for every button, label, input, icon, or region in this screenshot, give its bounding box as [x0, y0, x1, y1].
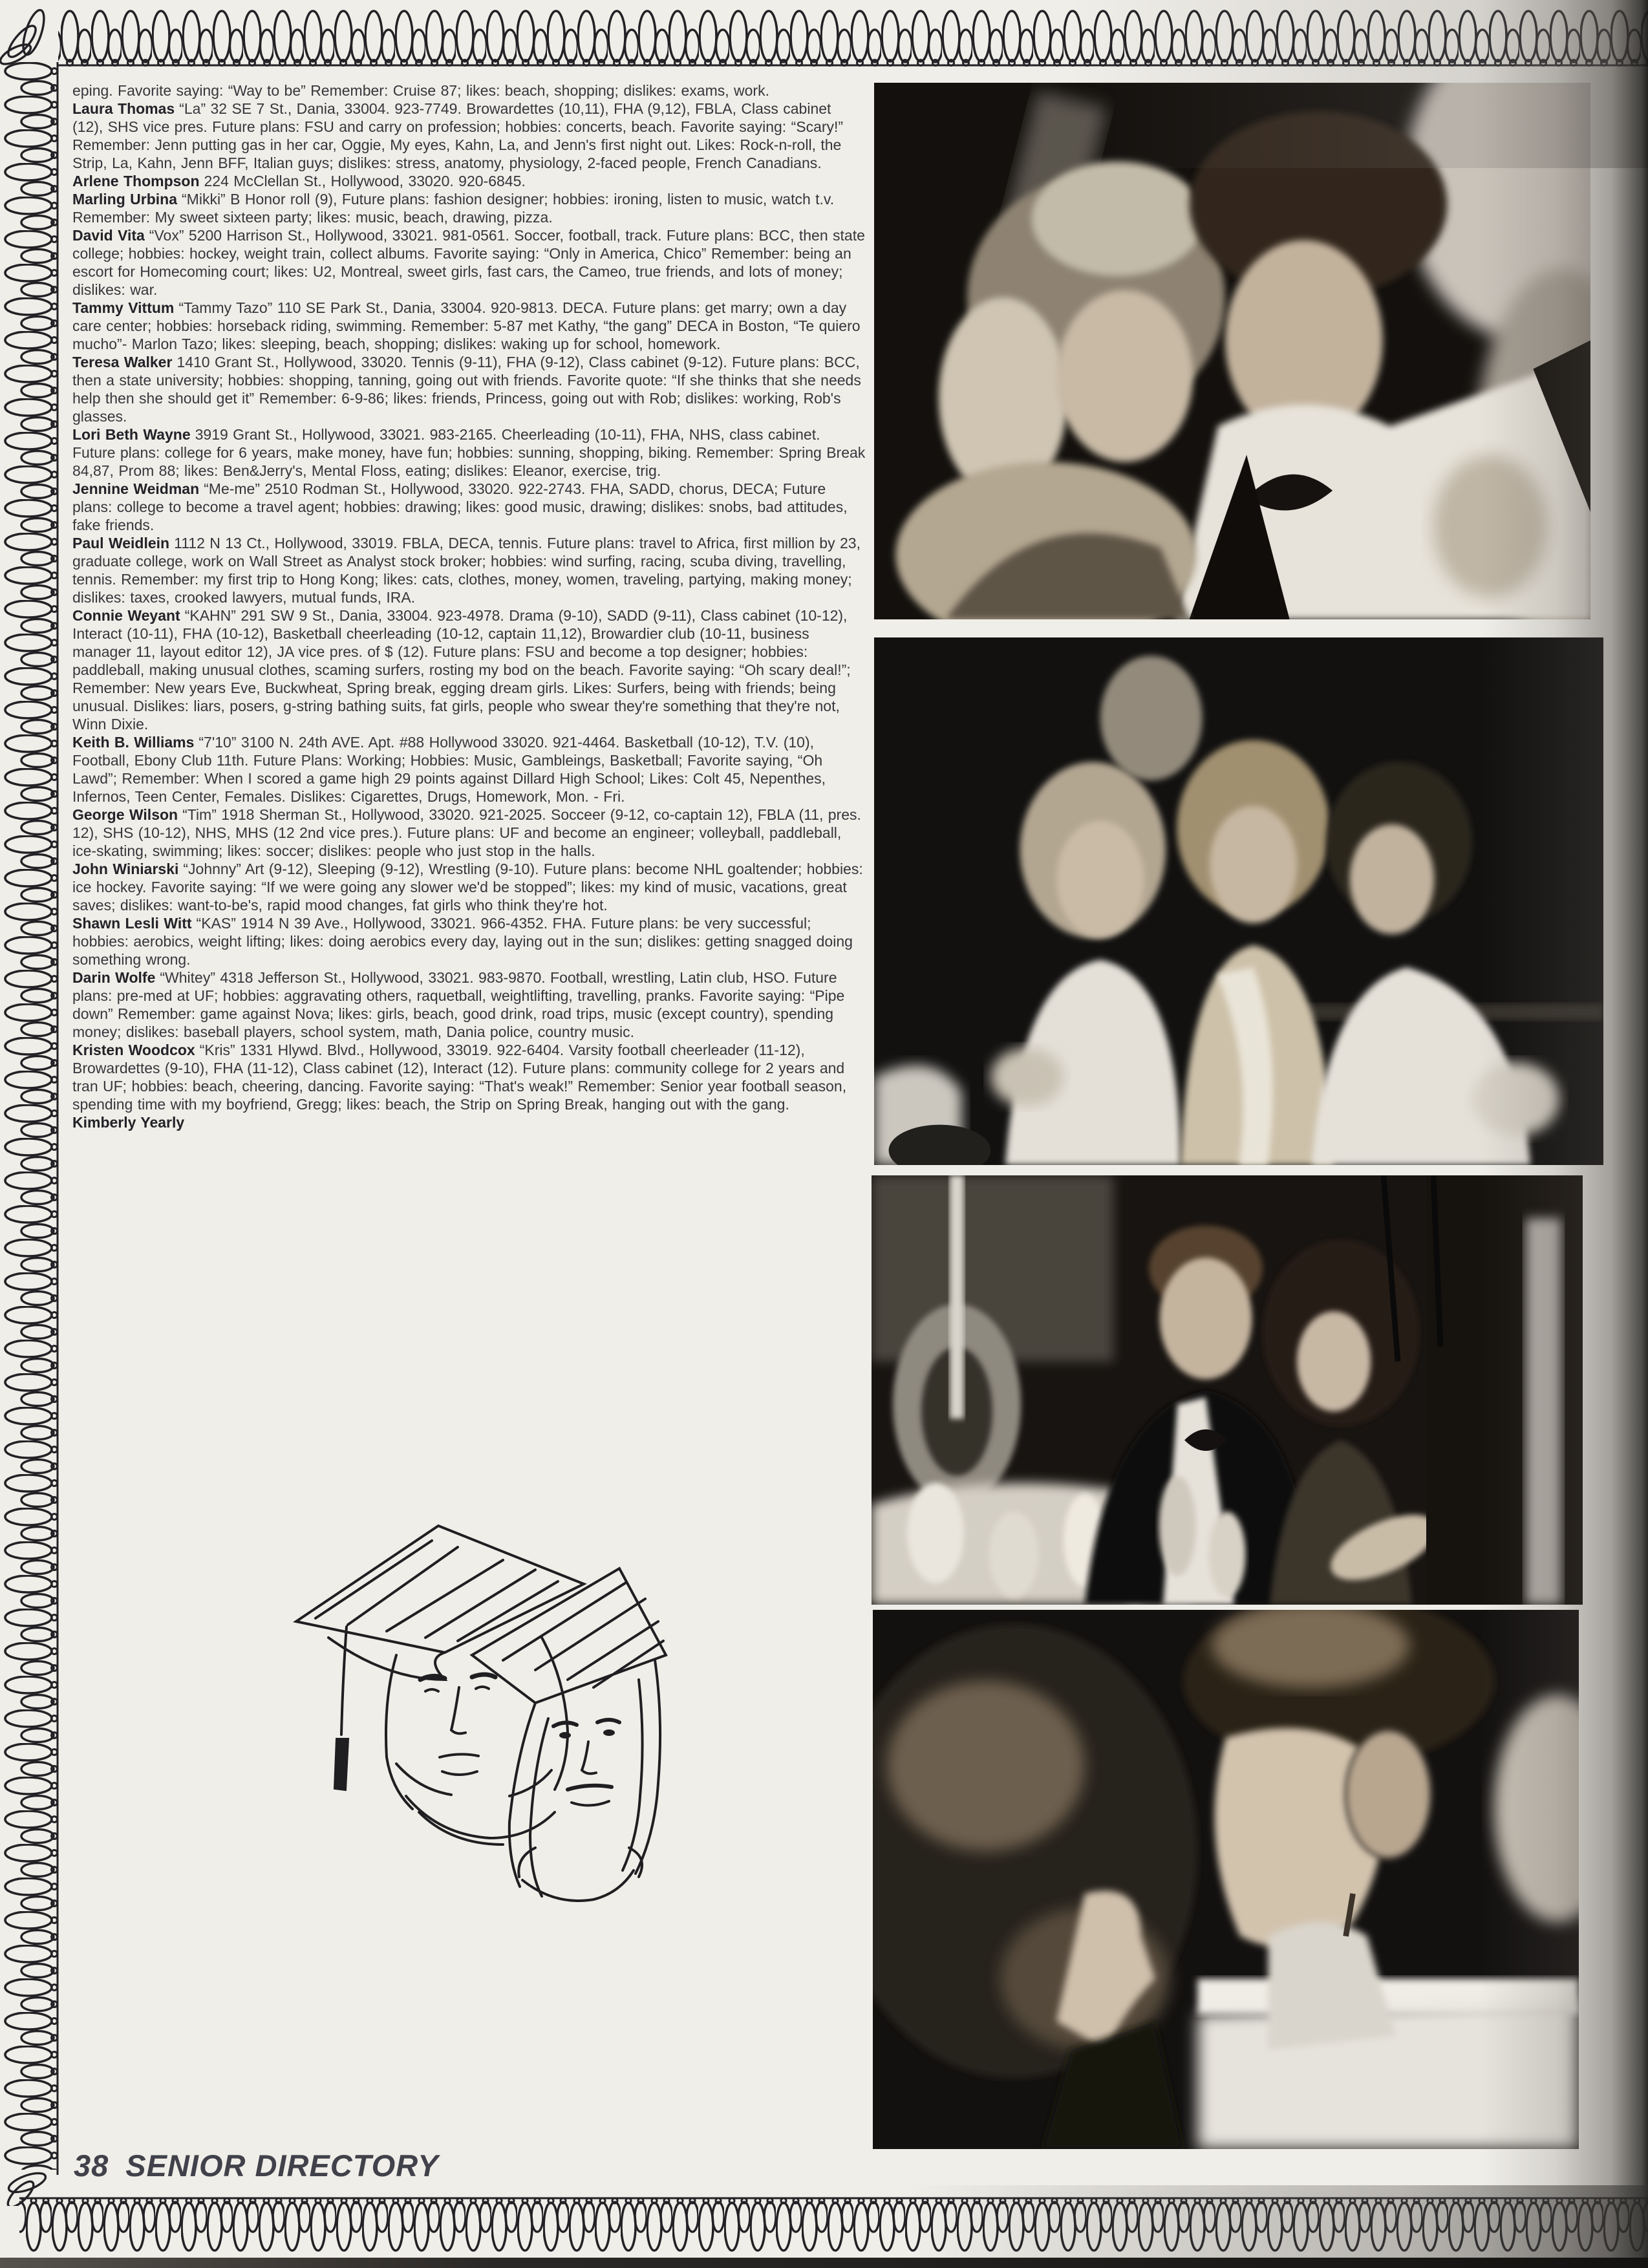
student-name: Jennine Weidman — [72, 480, 200, 497]
student-name: Paul Weidlein — [72, 535, 170, 551]
student-name: Darin Wolfe — [72, 969, 156, 986]
coil-border-top — [0, 3, 1648, 69]
student-name: Teresa Walker — [72, 354, 173, 370]
student-name: Lori Beth Wayne — [72, 426, 191, 443]
student-details: 1410 Grant St., Hollywood, 33020. Tennis (9-11), FHA (9-12), Class cabinet (9-12). Future plans: BCC, then a state university; hobbies: shopping, tanning, going out with friends. Favorite quote: “If she thinks that she needs help then she should get it” Remember: 6-9-86; likes: friends, Princess, going out with Rob; dislikes: working, Rob's glasses. — [72, 354, 861, 425]
student-name: Kristen Woodcox — [72, 1042, 195, 1058]
student-details: “La” 32 SE 7 St., Dania, 33004. 923-7749. Browardettes (10,11), FHA (9,12), FBLA, Class cabinet (12), SHS vice pres. Future plans: FSU and carry on profession; hobbies: concerts, beach. Favorite saying: “Scary!” Remember: Jenn putting gas in her car, Oggie, My eyes, Kahn, La, and Jenn's first night out. Likes: Rock-n-roll, the Strip, La, Kahn, Jenn BFF, Italian guys; dislikes: stress, anatomy, physiology, 2-faced people, French Canadians. — [72, 100, 844, 171]
directory-entry — [72, 299, 866, 353]
photo-closeup-couple — [873, 1610, 1579, 2149]
student-details: 3919 Grant St., Hollywood, 33021. 983-2165. Cheerleading (10-11), FHA, NHS, class cabinet. Future plans: college for 6 years, make money, have fun; hobbies: sunning, shopping, biking. Remember: Spring Break 84,87, Prom 88; likes: Ben&Jerry's, Mental Floss, eating; dislikes: Eleanor, exercise, trig. — [72, 426, 866, 479]
directory-entry — [72, 1113, 866, 1131]
directory-entry — [72, 806, 866, 860]
student-name: Connie Weyant — [72, 607, 180, 624]
directory-entry — [72, 606, 866, 733]
section-title: SENIOR DIRECTORY — [125, 2148, 439, 2183]
student-details: 1112 N 13 Ct., Hollywood, 33019. FBLA, DECA, tennis. Future plans: travel to Africa, first million by 23, graduate college, work on Wall Street as Analyst stock broker; hobbies: wind surfing, racing, scuba diving, travelling, tennis. Remember: my first trip to Hong Kong; likes: cats, clothes, money, women, traveling, partying, making money; dislikes: taxes, crooked lawyers, mutual funds, IRA. — [72, 535, 861, 606]
directory-entry — [72, 425, 866, 480]
senior-directory-text — [72, 81, 866, 1131]
directory-entry — [72, 534, 866, 606]
photo-table-couple — [872, 1175, 1583, 1605]
scan-edge-bottom — [0, 2258, 1648, 2268]
directory-entry — [72, 480, 866, 534]
student-details: “Me-me” 2510 Rodman St., Hollywood, 33020. 922-2743. FHA, SADD, chorus, DECA; Future plans: college to become a travel agent; hobbies: drawing; likes: good music, drawing; dislikes: snobs, bad attitudes, fake friends. — [72, 480, 848, 533]
page-footer — [74, 2148, 439, 2183]
student-name: Arlene Thompson — [72, 173, 200, 189]
student-details: “Whitey” 4318 Jefferson St., Hollywood, 33021. 983-9870. Football, wrestling, Latin club, HSO. Future plans: pre-med at UF; hobbies: aggravating others, raquetball, weightlifting, travelling, pranks. Favorite saying: “Pipe down” Remember: game against Nova; likes: girls, beach, good drink, road trips, music (except country), spending money; dislikes: baseball players, school system, math, Dania police, country music. — [72, 969, 845, 1040]
student-details: “KAS” 1914 N 39 Ave., Hollywood, 33021. 966-4352. FHA. Future plans: be very successful; hobbies: aerobics, weight lifting; likes: doing aerobics every day, laying out in the sun; dislikes: getting snagged doing something wrong. — [72, 915, 853, 968]
directory-entry — [72, 172, 866, 190]
student-name: John Winiarski — [72, 861, 179, 877]
directory-entry — [72, 81, 866, 100]
student-details: “Kris” 1331 Hlywd. Blvd., Hollywood, 33019. 922-6404. Varsity football cheerleader (11-12), Browardettes (9-10), FHA (11-12), Class cabinet (12), Interact (12). Future plans: community college for 2 years and tran UF; hobbies: beach, cheering, dancing. Favorite saying: “That's weak!” Remember: Senior year football season, spending time with my boyfriend, Gregg; likes: beach, the Strip on Spring Break, hanging out with the gang. — [72, 1042, 847, 1113]
student-details: eping. Favorite saying: “Way to be” Remember: Cruise 87; likes: beach, shopping; dislikes: exams, work. — [72, 82, 769, 99]
student-name: Kimberly Yearly — [72, 1114, 185, 1131]
student-details: “Tim” 1918 Sherman St., Hollywood, 33020. 921-2025. Socceer (9-12, co-captain 12), FBLA (11, pres. 12), SHS (10-12), NHS, MHS (12 2nd vice pres.). Future plans: UF and become an engineer; volleyball, paddleball, ice-skating, swimming; likes: soccer; dislikes: people who just stop in the halls. — [72, 806, 861, 859]
directory-entry — [72, 860, 866, 914]
student-details: “7'10” 3100 N. 24th AVE. Apt. #88 Hollywood 33020. 921-4464. Basketball (10-12), T.V. (10), Football, Ebony Club 11th. Future Plans: Working; Hobbies: Music, Gambleings, Basketball; Favorite saying, “Oh Lawd”; Remember: When I scored a game high 29 points against Dillard High School; Likes: Colt 45, Nepenthes, Infernos, Teen Center, Females. Dislikes: Cigarettes, Drugs, Homework, Mon. - Fri. — [72, 734, 826, 805]
directory-entry — [72, 226, 866, 299]
directory-entry — [72, 914, 866, 968]
directory-entry — [72, 190, 866, 226]
directory-entry — [72, 968, 866, 1041]
directory-entry — [72, 733, 866, 806]
coil-border-left — [1, 62, 61, 2206]
directory-entry — [72, 353, 866, 425]
page-number: 38 — [74, 2148, 109, 2183]
student-details: “Tammy Tazo” 110 SE Park St., Dania, 33004. 920-9813. DECA. Future plans: get marry; own a day care center; hobbies: horseback riding, swimming. Remember: 5-87 met Kathy, “the gang” DECA in Boston, “Te quiero mucho”- Marlon Tazo; likes: sleeping, beach, shopping; dislikes: waking up for school, homework. — [72, 299, 861, 352]
student-details: “Mikki” B Honor roll (9), Future plans: fashion designer; hobbies: ironing, listen to music, watch t.v. Remember: My sweet sixteen party; likes: music, beach, drawing, pizza. — [72, 191, 835, 226]
student-details: “KAHN” 291 SW 9 St., Dania, 33004. 923-4978. Drama (9-10), SADD (9-11), Class cabinet (10-12), Interact (10-11), FHA (10-12), Basketball cheerleading (10-12, captain 11,12), Browardier club (10-11, business manager 11, layout editor 12), JA vice pres. of $ (12). Future plans: FSU and become a top designer; hobbies: paddleball, making unusual clothes, scaming surfers, rosting my bod on the beach. Favorite saying: “Oh scary deal!”; Remember: New years Eve, Buckwheat, Spring break, egging dream girls. Likes: Surfers, being with friends; being unusual. Dislikes: liars, posers, g-string bathing suits, fat girls, people who swear they're something that they're not, Winn Dixie. — [72, 607, 851, 733]
graduates-sketch — [231, 1486, 678, 1925]
student-name: Shawn Lesli Witt — [72, 915, 192, 932]
student-name: Marling Urbina — [72, 191, 178, 208]
student-name: Tammy Vittum — [72, 299, 175, 316]
photo-three-girls — [874, 637, 1603, 1165]
scan-shadow-bottom — [0, 2185, 1648, 2258]
student-details: “Vox” 5200 Harrison St., Hollywood, 33021. 981-0561. Soccer, football, track. Future plans: BCC, then state college; hobbies: hockey, weight train, collect albums. Favorite saying: “Only in America, Chico” Remember: being an escort for Homecoming court; likes: U2, Montreal, sweet girls, fast cars, the Cameo, true friends, and lots of money; dislikes: war. — [72, 227, 865, 298]
student-name: George Wilson — [72, 806, 178, 823]
student-name: Keith B. Williams — [72, 734, 195, 751]
directory-entry — [72, 100, 866, 172]
directory-entry — [72, 1041, 866, 1113]
student-details: 224 McClellan St., Hollywood, 33020. 920-6845. — [204, 173, 526, 189]
student-details: “Johnny” Art (9-12), Sleeping (9-12), Wrestling (9-10). Future plans: become NHL goaltender; hobbies: ice hockey. Favorite saying: “If we were going any slower we'd be stopped”; likes: my kind of music, vacations, great saves; dislikes: want-to-be's, rapid mood changes, fat girls who think they're hot. — [72, 861, 863, 914]
student-name: Laura Thomas — [72, 100, 175, 117]
student-name: David Vita — [72, 227, 145, 244]
photo-prom-couple — [874, 83, 1590, 619]
coil-border-bottom — [0, 2196, 1648, 2259]
